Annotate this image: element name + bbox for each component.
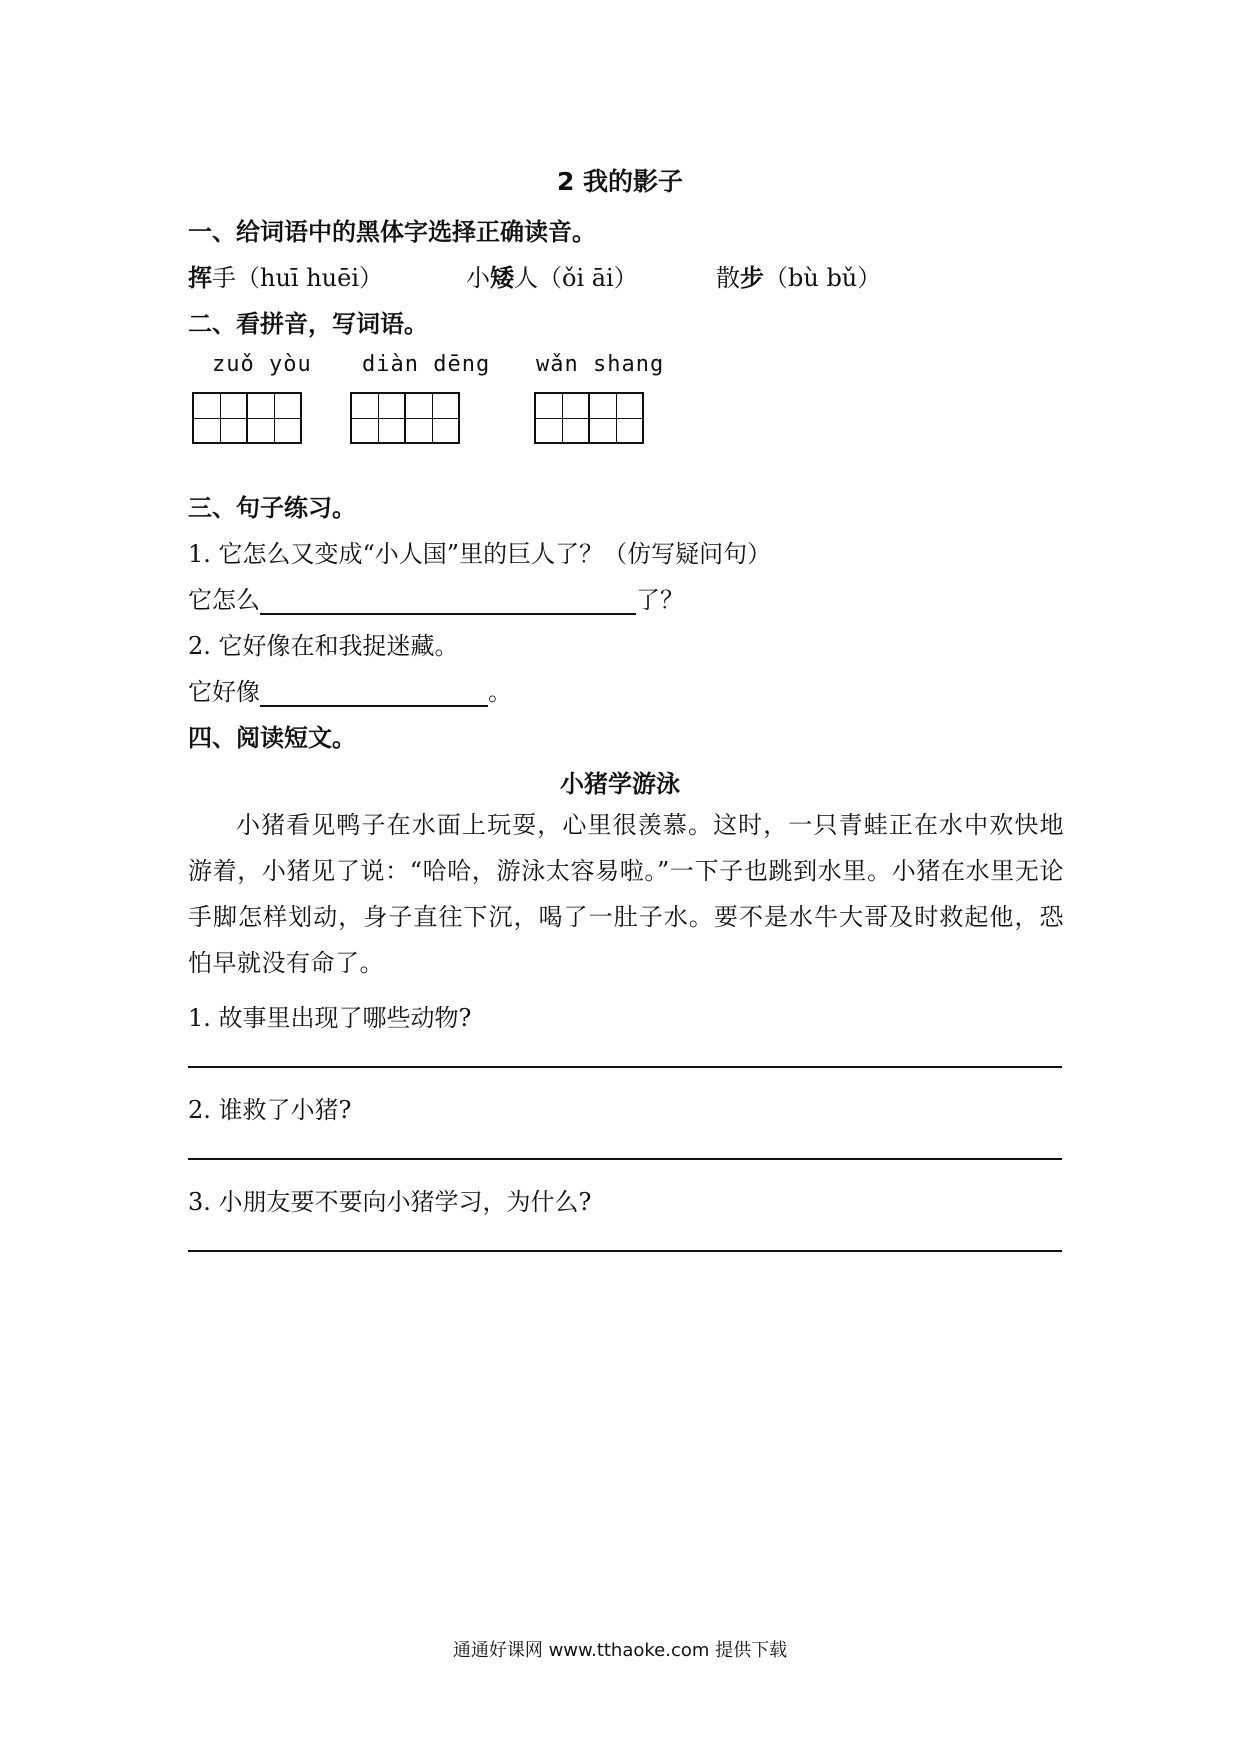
reading-item-3	[716, 258, 881, 293]
pinyin-2: diàn dēng	[362, 352, 491, 377]
footer-credit: 通通好课网 www.tthaoke.com 提供下载	[452, 1640, 788, 1661]
grid-cell[interactable]	[246, 392, 302, 444]
reading-question-2: 2. 谁救了小猪?	[188, 1096, 352, 1124]
sentence-prefix: 它好像	[188, 678, 260, 706]
section-1-heading: 一、给词语中的黑体字选择正确读音。	[188, 218, 596, 246]
reading-question-3: 3. 小朋友要不要向小猪学习，为什么?	[188, 1188, 592, 1216]
answer-line[interactable]	[188, 1158, 1062, 1160]
pinyin-1: zuǒ yòu	[212, 352, 312, 377]
bold-char: 步	[740, 264, 764, 292]
grid-cell[interactable]	[588, 392, 644, 444]
reading-item-1	[188, 258, 383, 293]
reading-question-1: 1. 故事里出现了哪些动物?	[188, 1004, 472, 1032]
page-title: 2 我的影子	[556, 167, 684, 196]
grid-cell[interactable]	[534, 392, 590, 444]
pinyin-3: wǎn shang	[536, 352, 665, 377]
answer-line[interactable]	[188, 1066, 1062, 1068]
plain-char: 小	[466, 264, 490, 292]
reading-options: 人（ǒi āi）	[514, 264, 638, 292]
grid-cell[interactable]	[404, 392, 460, 444]
plain-char: 散	[716, 264, 740, 292]
fill-blank[interactable]	[260, 679, 488, 707]
bold-char: 矮	[490, 264, 514, 292]
fill-sentence-1	[188, 580, 684, 615]
reading-options: 手（huī huēi）	[212, 264, 384, 292]
fill-sentence-2	[188, 672, 512, 707]
writing-grid-1[interactable]	[192, 392, 302, 446]
section-2-heading: 二、看拼音，写词语。	[188, 310, 428, 338]
answer-line[interactable]	[188, 1250, 1062, 1252]
section-3-heading: 三、句子练习。	[188, 494, 356, 522]
story-paragraph: 小猪看见鸭子在水面上玩耍，心里很羡慕。这时，一只青蛙正在水中欢快地游着，小猪见了说：“哈哈，游泳太容易啦。”一下子也跳到水里。小猪在水里无论手脚怎样划动，身子直往下沉，喝了一肚子水。要不是水牛大哥及时救起他，恐怕早就没有命了。	[188, 811, 1064, 977]
story-title: 小猪学游泳	[560, 770, 680, 798]
bold-char: 挥	[188, 264, 212, 292]
grid-cell[interactable]	[350, 392, 406, 444]
grid-cell[interactable]	[192, 392, 248, 444]
fill-blank[interactable]	[260, 587, 636, 615]
reading-options: （bù bǔ）	[764, 264, 882, 292]
question-3-1: 1. 它怎么又变成“小人国”里的巨人了？（仿写疑问句）	[188, 540, 772, 568]
sentence-prefix: 它怎么	[188, 586, 260, 614]
writing-grid-2[interactable]	[350, 392, 460, 446]
sentence-suffix: 了？	[636, 586, 684, 614]
writing-grid-3[interactable]	[534, 392, 644, 446]
sentence-suffix: 。	[488, 678, 512, 706]
section-4-heading: 四、阅读短文。	[188, 724, 356, 752]
reading-item-2	[466, 258, 638, 293]
question-3-2: 2. 它好像在和我捉迷藏。	[188, 632, 459, 660]
